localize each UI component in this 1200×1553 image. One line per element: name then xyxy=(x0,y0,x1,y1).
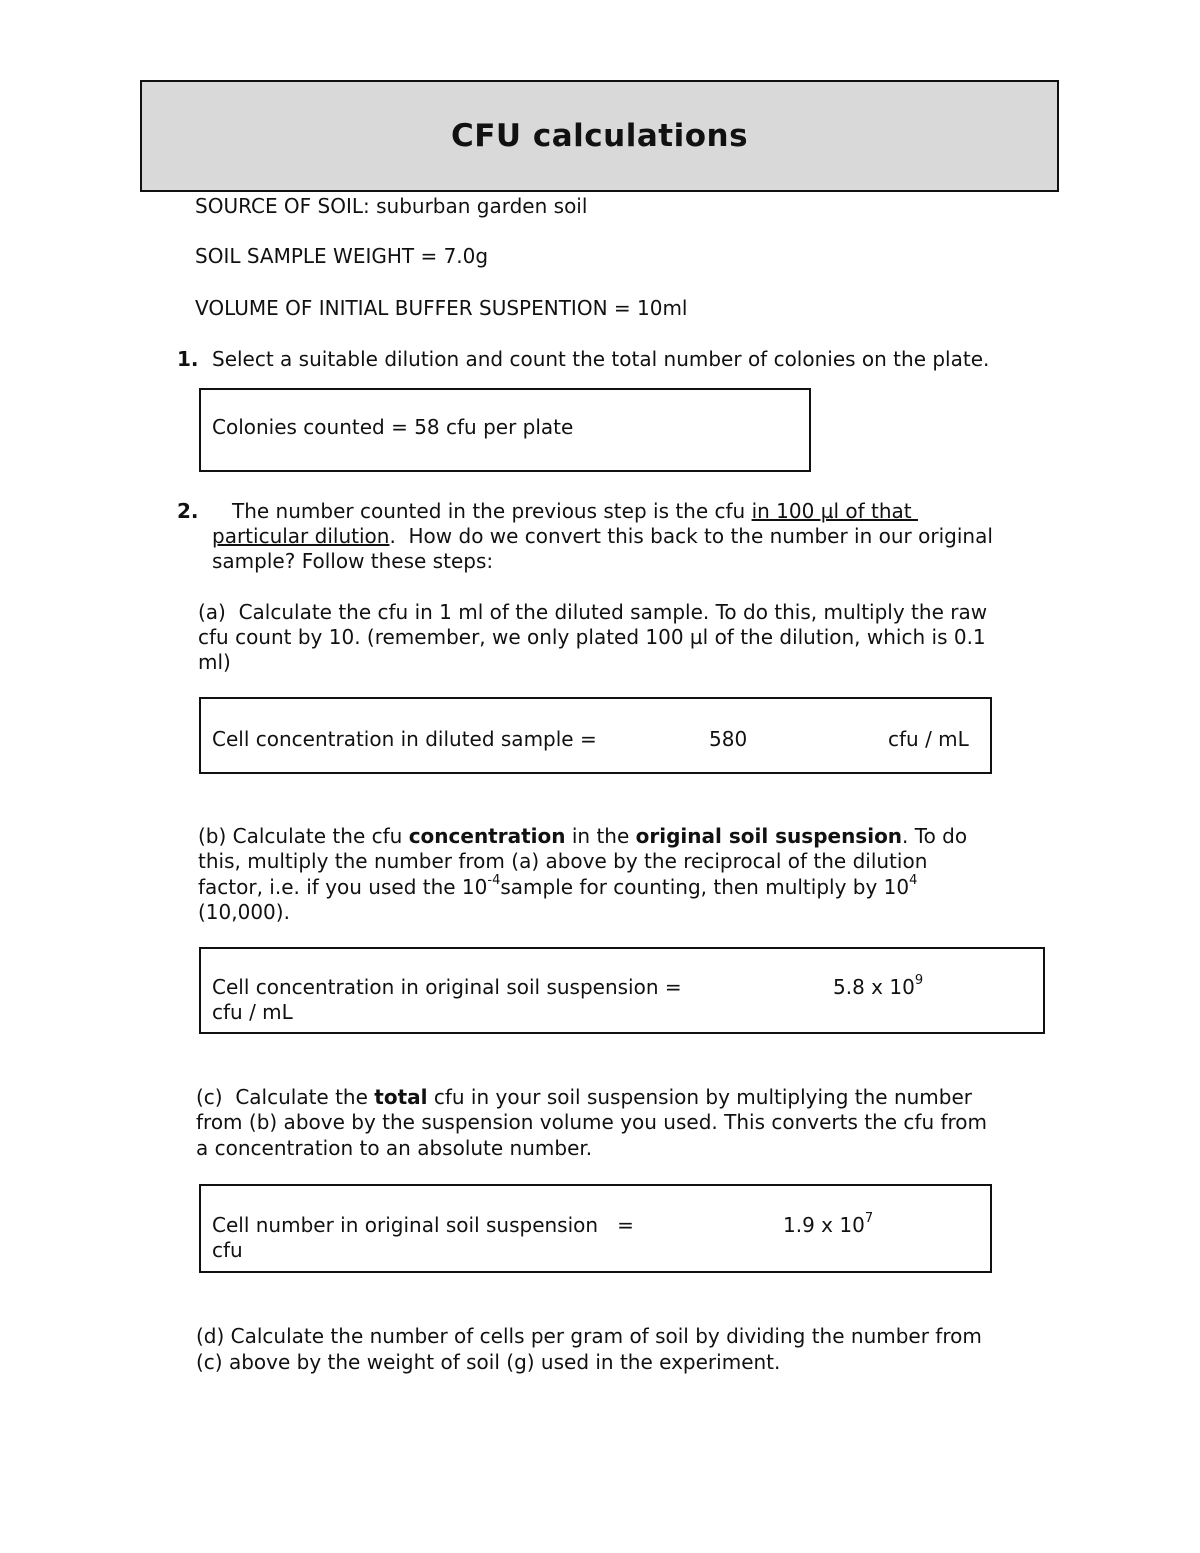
part-c-line1 xyxy=(196,1085,972,1110)
step-2-intro-a: The number counted in the previous step is the cfu xyxy=(232,499,752,523)
part-c-text-c: cfu in your soil suspension by multiplying the number xyxy=(427,1085,973,1109)
part-b-line3 xyxy=(198,875,917,900)
diluted-concentration-box xyxy=(199,697,992,774)
diluted-concentration-value: 580 xyxy=(709,727,748,751)
original-concentration-label: Cell concentration in original soil suspension = xyxy=(212,975,682,999)
cell-number-label: Cell number in original soil suspension = xyxy=(212,1213,634,1237)
step-2-intro-line3: sample? Follow these steps: xyxy=(212,549,494,573)
soil-source: SOURCE OF SOIL: suburban garden soil xyxy=(195,194,588,218)
part-c-line2: from (b) above by the suspension volume you used. This converts the cfu from xyxy=(196,1110,988,1134)
part-b-exponent-1: -4 xyxy=(487,873,501,889)
part-c-text-a: (c) Calculate the xyxy=(196,1085,375,1109)
step-1-number: 1. xyxy=(177,347,199,371)
soil-weight: SOIL SAMPLE WEIGHT = 7.0g xyxy=(195,244,489,268)
diluted-concentration-label: Cell concentration in diluted sample = xyxy=(212,727,597,751)
part-a-line2: cfu count by 10. (remember, we only plated 100 µl of the dilution, which is 0.1 xyxy=(198,625,986,649)
step-2-intro-line2 xyxy=(212,524,993,549)
part-a-line1: (a) Calculate the cfu in 1 ml of the diluted sample. To do this, multiply the raw xyxy=(198,600,988,624)
step-2-intro-line1 xyxy=(232,499,918,524)
part-d-line2: (c) above by the weight of soil (g) used in the experiment. xyxy=(196,1350,781,1374)
step-2-underlined-1: in 100 µl of that xyxy=(751,499,918,523)
part-b-line1 xyxy=(198,824,967,849)
part-b-line4: (10,000). xyxy=(198,900,290,924)
part-b-exponent-2: 4 xyxy=(909,873,918,889)
colonies-counted-box xyxy=(199,388,811,472)
cell-number-exponent: 7 xyxy=(864,1211,874,1227)
cell-number-box xyxy=(199,1184,992,1273)
cell-number-unit: cfu xyxy=(212,1238,243,1262)
original-concentration-value xyxy=(833,975,923,1000)
buffer-volume: VOLUME OF INITIAL BUFFER SUSPENTION = 10ml xyxy=(195,296,688,320)
original-concentration-exponent: 9 xyxy=(914,973,924,989)
part-b-bold-concentration: concentration xyxy=(408,824,566,848)
part-c-line3: a concentration to an absolute number. xyxy=(196,1136,593,1160)
part-a-line3: ml) xyxy=(198,650,231,674)
original-concentration-unit: cfu / mL xyxy=(212,1000,293,1024)
original-concentration-box xyxy=(199,947,1045,1034)
diluted-concentration-unit: cfu / mL xyxy=(888,727,969,751)
part-b-line2: this, multiply the number from (a) above by the reciprocal of the dilution xyxy=(198,849,928,873)
title-banner xyxy=(140,80,1059,192)
part-b-bold-original: original soil suspension xyxy=(635,824,903,848)
step-2-intro-b: . How do we convert this back to the number in our original xyxy=(389,524,993,548)
step-2-number: 2. xyxy=(177,499,199,523)
part-b-text-c: in the xyxy=(565,824,636,848)
part-b-text-d: . To do xyxy=(902,824,968,848)
step-1-text: Select a suitable dilution and count the total number of colonies on the plate. xyxy=(212,347,990,371)
page-title: CFU calculations xyxy=(450,117,749,154)
part-b-text-l3a: factor, i.e. if you used the 10 xyxy=(198,875,488,899)
part-c-bold-total: total xyxy=(374,1085,428,1109)
cell-number-base: 1.9 x 10 xyxy=(783,1213,865,1237)
part-b-text-a: (b) Calculate the cfu xyxy=(198,824,409,848)
step-2-underlined-2: particular dilution xyxy=(212,524,390,548)
original-concentration-base: 5.8 x 10 xyxy=(833,975,915,999)
colonies-counted-label: Colonies counted = 58 cfu per plate xyxy=(212,415,574,439)
cell-number-value xyxy=(783,1213,873,1238)
part-b-text-l3b: sample for counting, then multiply by 10 xyxy=(500,875,910,899)
part-d-line1: (d) Calculate the number of cells per gram of soil by dividing the number from xyxy=(196,1324,982,1348)
